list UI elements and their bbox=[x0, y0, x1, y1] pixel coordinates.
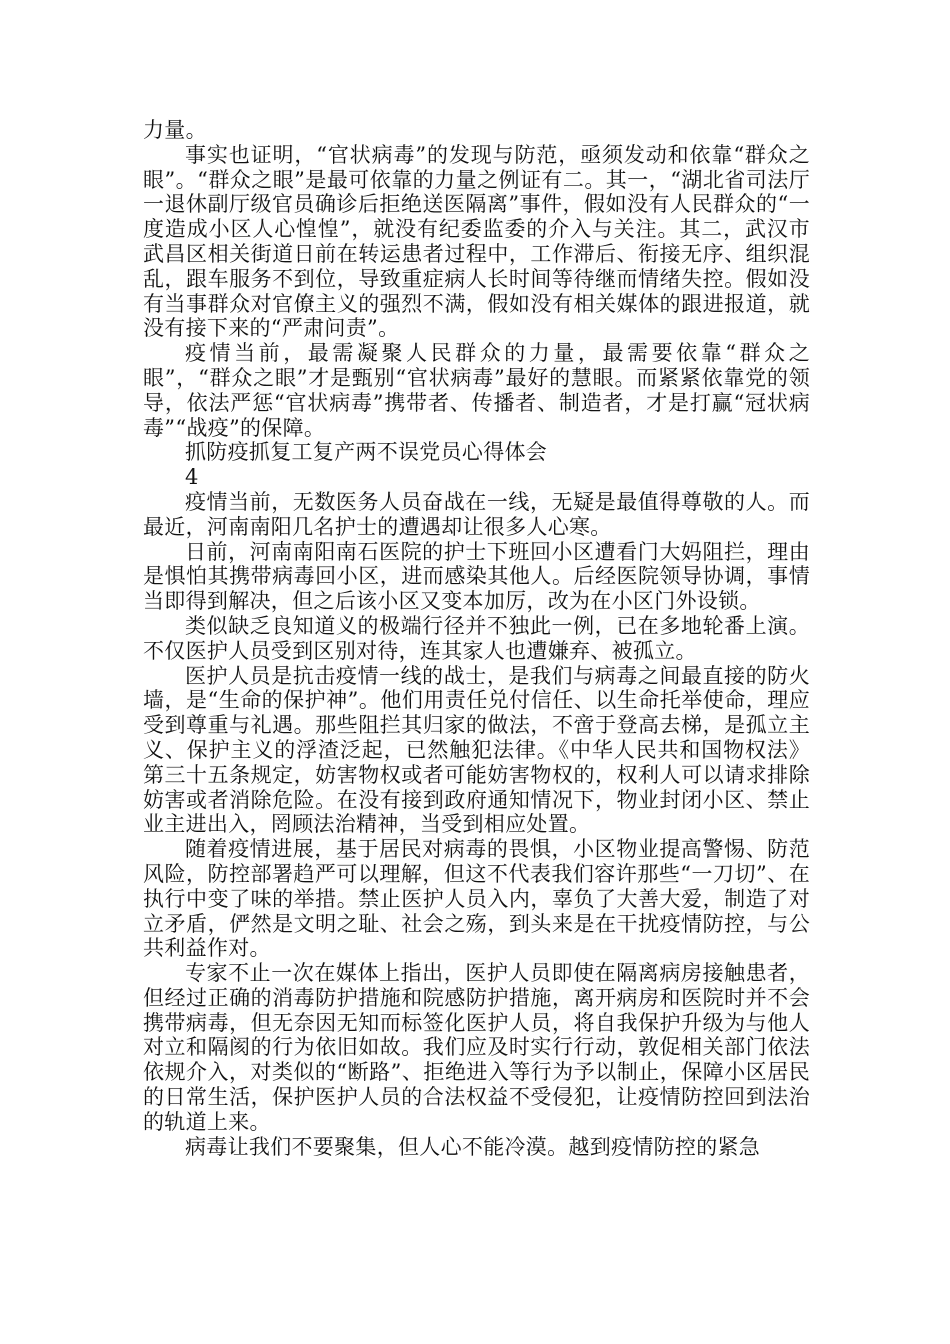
paragraph: 日前，河南南阳南石医院的护士下班回小区遭看门大妈阻拦，理由是惧怕其携带病毒回小区，进而感染其他人。后经医院领导协调，事情当即得到解决，但之后该小区又变本加厉，改为在小区门外设锁。 bbox=[143, 539, 810, 614]
paragraph: 随着疫情进展，基于居民对病毒的畏惧，小区物业提高警惕、防范风险，防控部署趋严可以理解，但这不代表我们容许那些“一刀切”、在执行中变了味的举措。禁止医护人员入内，辜负了大善大爱，制造了对立矛盾，俨然是文明之耻、社会之殇，到头来是在干扰疫情防控，与公共利益作对。 bbox=[143, 837, 810, 961]
paragraph: 疫情当前，最需凝聚人民群众的力量，最需要依靠“群众之眼”，“群众之眼”才是甄别“官状病毒”最好的慧眼。而紧紧依靠党的领导，依法严惩“官状病毒”携带者、传播者、制造者，才是打赢“冠状病毒”“战疫”的保障。 bbox=[143, 341, 810, 440]
document-body bbox=[143, 118, 810, 1159]
paragraph: 专家不止一次在媒体上指出，医护人员即使在隔离病房接触患者，但经过正确的消毒防护措施和院感防护措施，离开病房和医院时并不会携带病毒，但无奈因无知而标签化医护人员，将自我保护升级为与他人对立和隔阂的行为依旧如故。我们应及时实行行动，敦促相关部门依法依规介入，对类似的“断路”、拒绝进入等行为予以制止，保障小区居民的日常生活，保护医护人员的合法权益不受侵犯，让疫情防控回到法治的轨道上来。 bbox=[143, 961, 810, 1134]
paragraph: 疫情当前，无数医务人员奋战在一线，无疑是最值得尊敬的人。而最近，河南南阳几名护士的遭遇却让很多人心寒。 bbox=[143, 489, 810, 539]
paragraph: 力量。 bbox=[143, 118, 207, 142]
paragraph: 病毒让我们不要聚集，但人心不能冷漠。越到疫情防控的紧急 bbox=[185, 1134, 761, 1159]
paragraph: 类似缺乏良知道义的极端行径并不独此一例，已在多地轮番上演。不仅医护人员受到区别对待，连其家人也遭嫌弃、被孤立。 bbox=[143, 613, 810, 663]
paragraph: 事实也证明，“官状病毒”的发现与防范，亟须发动和依靠“群众之眼”。“群众之眼”是最可依靠的力量之例证有二。其一，“湖北省司法厅一退休副厅级官员确诊后拒绝送医隔离”事件，假如没有人民群众的“一度造成小区人心惶惶”，就没有纪委监委的介入与关注。其二，武汉市武昌区相关街道日前在转运患者过程中，工作滞后、衔接无序、组织混乱，跟车服务不到位，导致重症病人长时间等待继而情绪失控。假如没有当事群众对官僚主义的强烈不满，假如没有相关媒体的跟进报道，就没有接下来的“严肃问责”。 bbox=[143, 142, 810, 341]
paragraph: 医护人员是抗击疫情一线的战士，是我们与病毒之间最直接的防火墙，是“生命的保护神”。他们用责任兑付信任、以生命托举使命，理应受到尊重与礼遇。那些阻拦其归家的做法，不啻于登高去梯，是孤立主义、保护主义的浮渣泛起，已然触犯法律。《中华人民共和国物权法》第三十五条规定，妨害物权或者可能妨害物权的，权利人可以请求排除妨害或者消除危险。在没有接到政府通知情况下，物业封闭小区、禁止业主进出入，罔顾法治精神，当受到相应处置。 bbox=[143, 663, 810, 837]
paragraph: 4 bbox=[185, 465, 199, 490]
paragraph: 抓防疫抓复工复产两不误党员心得体会 bbox=[185, 440, 548, 465]
